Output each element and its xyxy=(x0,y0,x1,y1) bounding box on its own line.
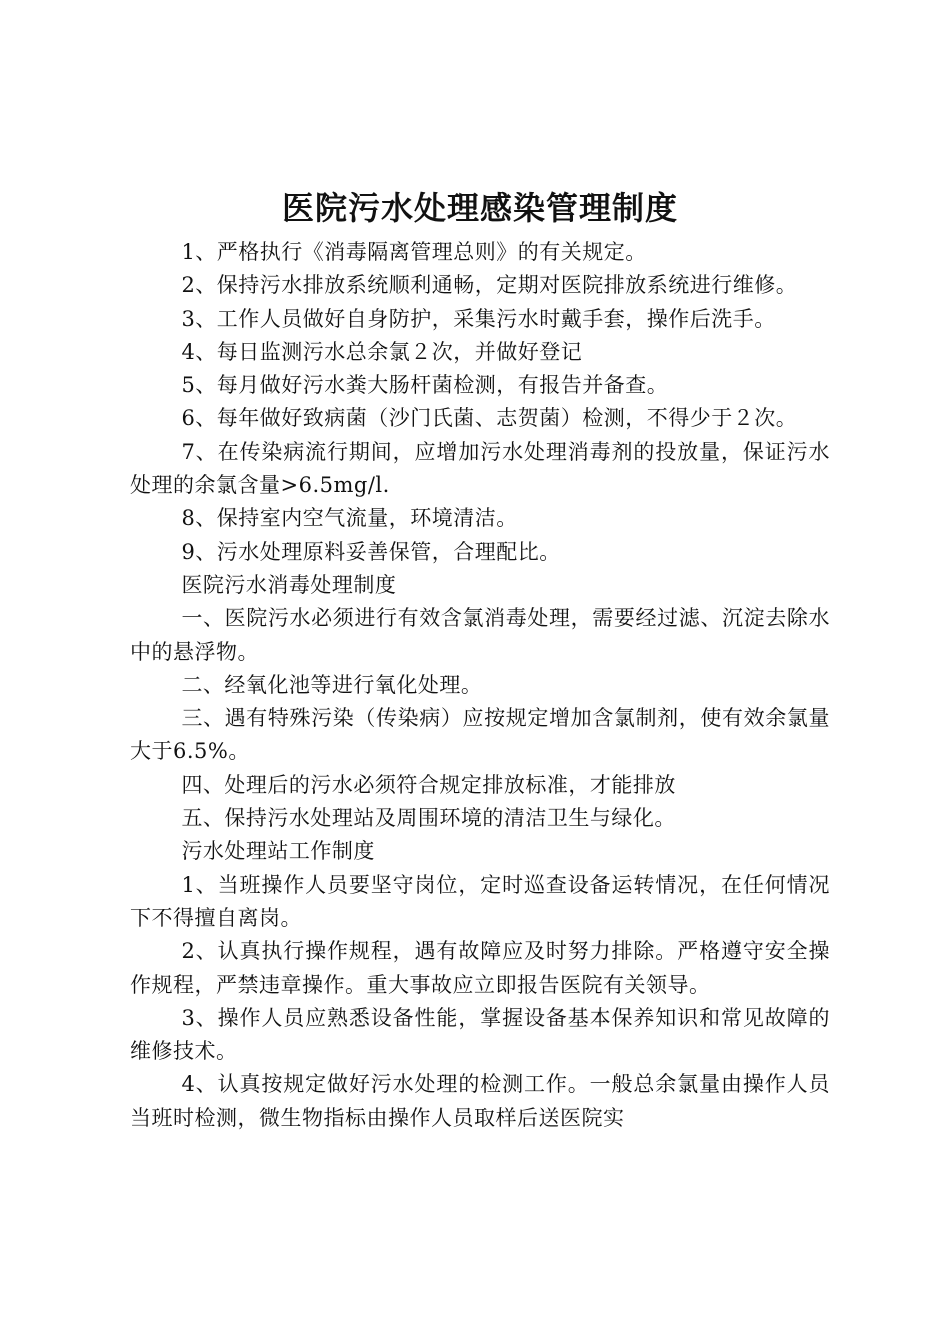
section-heading: 医院污水消毒处理制度 xyxy=(181,572,397,597)
paragraph: 4、认真按规定做好污水处理的检测工作。一般总余氯量由操作人员当班时检测，微生物指标由操作人员取样后送医院实 xyxy=(130,1072,830,1130)
paragraph: 1、当班操作人员要坚守岗位，定时巡查设备运转情况，在任何情况下不得擅自离岗。 xyxy=(130,872,830,930)
paragraph: 9、污水处理原料妥善保管，合理配比。 xyxy=(181,539,561,564)
paragraph: 五、保持污水处理站及周围环境的清洁卫生与绿化。 xyxy=(181,806,676,831)
paragraph: 2、认真执行操作规程，遇有故障应及时努力排除。严格遵守安全操作规程，严禁违章操作。重大事故应立即报告医院有关领导。 xyxy=(130,939,830,997)
paragraph: 3、操作人员应熟悉设备性能，掌握设备基本保养知识和常见故障的维修技术。 xyxy=(130,1005,830,1064)
document-body xyxy=(130,236,830,1135)
paragraph: 1、严格执行《消毒隔离管理总则》的有关规定。 xyxy=(181,240,647,264)
paragraph: 二、经氧化池等进行氧化处理。 xyxy=(181,672,483,697)
paragraph: 8、保持室内空气流量，环境清洁。 xyxy=(181,506,518,531)
paragraph: 2、保持污水排放系统顺利通畅，定期对医院排放系统进行维修。 xyxy=(181,273,798,298)
section-heading: 污水处理站工作制度 xyxy=(181,839,375,864)
paragraph: 三、遇有特殊污染（传染病）应按规定增加含氯制剂，使有效余氯量大于6.5%。 xyxy=(130,706,830,764)
paragraph: 一、医院污水必须进行有效含氯消毒处理，需要经过滤、沉淀去除水中的悬浮物。 xyxy=(130,606,830,664)
paragraph: 7、在传染病流行期间，应增加污水处理消毒剂的投放量，保证污水处理的余氯含量>6.5mg/l. xyxy=(130,439,830,498)
paragraph: 5、每月做好污水粪大肠杆菌检测，有报告并备查。 xyxy=(181,373,669,398)
paragraph: 四、处理后的污水必须符合规定排放标准，才能排放 xyxy=(181,772,676,797)
paragraph: 3、工作人员做好自身防护，采集污水时戴手套，操作后洗手。 xyxy=(181,306,776,331)
paragraph: 6、每年做好致病菌（沙门氏菌、志贺菌）检测，不得少于２次。 xyxy=(181,406,798,431)
paragraph: 4、每日监测污水总余氯２次，并做好登记 xyxy=(181,339,583,364)
document-title: 医院污水处理感染管理制度 xyxy=(281,189,678,227)
